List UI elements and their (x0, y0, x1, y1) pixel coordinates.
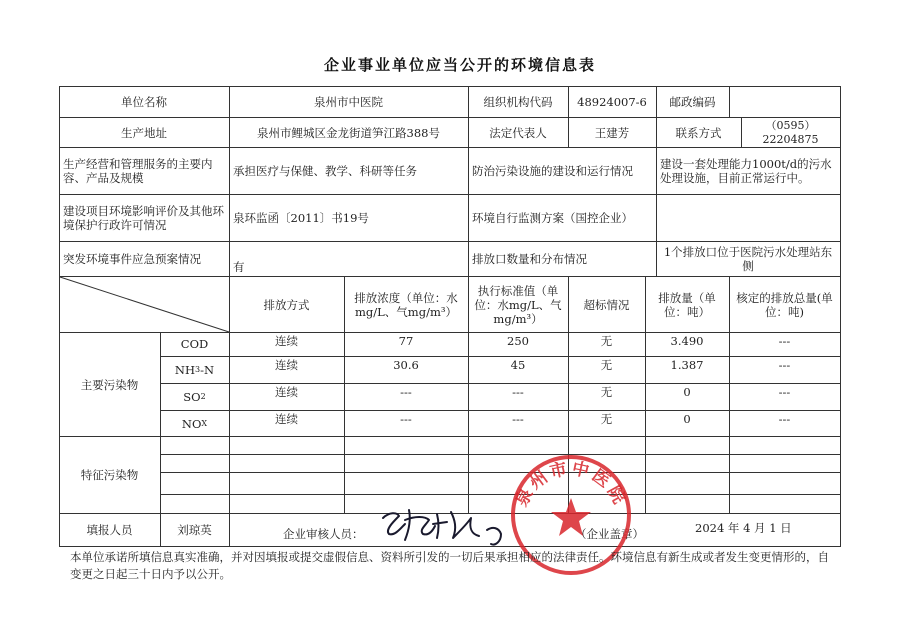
table-row-cod-approved: --- (778, 334, 791, 348)
special-pollutants-label: 特征污染物 (80, 468, 139, 482)
header-concentration (344, 277, 468, 332)
header-standard (468, 277, 568, 332)
org-code-label: 组织机构代码 (483, 95, 553, 109)
form-title: 企业事业单位应当公开的环境信息表 (323, 56, 596, 74)
table-row-nh3n-exceed: 无 (600, 358, 613, 372)
pollutant-name-so2: SO 2 (183, 390, 206, 404)
table-row-nh3n-amount: 1.387 (670, 358, 704, 372)
emergency-plan-value: 有 (233, 260, 245, 274)
postcode-value (729, 87, 840, 117)
table-row-nox-method: 连续 (275, 412, 298, 426)
table-row-cod-concentration: 77 (398, 334, 414, 348)
header-concentration-text: 排放浓度（单位：水mg/L、气mg/m³） (354, 290, 458, 319)
pollutant-name-cod: COD (180, 337, 209, 351)
business-scope-value: 承担医疗与保健、教学、科研等任务 (233, 164, 417, 178)
seal-text: 泉州市中医院 (511, 458, 631, 510)
header-standard-text: 执行标准值（单位：水mg/L、气mg/m³） (474, 283, 562, 326)
business-scope-label: 生产经营和管理服务的主要内容、产品及规模 (63, 157, 213, 185)
table-row-cod-standard: 250 (507, 334, 529, 348)
table-row-so2-standard: --- (512, 385, 524, 399)
seal-label: （企业盖章） (575, 527, 644, 541)
pollutant-name-nox: NO X (181, 416, 208, 431)
org-code-value: 48924007-6 (577, 95, 647, 109)
table-row-nox-exceed: 无 (600, 412, 613, 426)
table-row-nh3n-standard: 45 (510, 358, 526, 372)
legal-rep-value: 王建芳 (594, 125, 630, 140)
table-row-nox-standard: --- (512, 412, 524, 426)
table-row-so2-method: 连续 (275, 385, 298, 399)
header-amount: 排放量（单位：吨） (658, 290, 716, 319)
fill-date: 2024 年 4 月 1 日 (695, 521, 792, 535)
table-row-so2-amount: 0 (683, 385, 691, 399)
contact-value: （0595）22204875 (762, 118, 819, 146)
address-label: 生产地址 (121, 125, 167, 140)
environment-info-table (59, 86, 841, 547)
self-monitoring-value (656, 195, 840, 241)
pollution-facility-label: 防治污染设施的建设和运行情况 (472, 164, 633, 178)
legal-rep-label: 法定代表人 (489, 125, 547, 140)
filler-label: 填报人员 (86, 523, 133, 537)
table-row-nox-amount: 0 (683, 412, 691, 426)
table-row-so2-concentration: --- (400, 385, 412, 399)
main-pollutants-label: 主要污染物 (80, 377, 139, 392)
pollutant-name-nh3n: NH 3 -N (174, 363, 215, 377)
table-row-nh3n-method: 连续 (275, 358, 298, 372)
pollution-facility-value: 建设一套处理能力1000t/d的污水处理设施，目前正常运行中。 (660, 157, 832, 185)
address-value: 泉州市鲤城区金龙街道笋江路388号 (257, 125, 440, 140)
table-row-nox-approved: --- (778, 412, 791, 426)
outlet-distribution-label: 排放口数量和分布情况 (472, 252, 587, 266)
emergency-plan-label: 突发环境事件应急预案情况 (63, 252, 201, 266)
eia-permit-label: 建设项目环境影响评价及其他环境保护行政许可情况 (63, 204, 224, 232)
unit-name-label: 单位名称 (121, 95, 167, 109)
postcode-label: 邮政编码 (669, 95, 716, 109)
table-row-nh3n-approved: --- (778, 358, 791, 372)
contact-label: 联系方式 (675, 125, 722, 140)
table-row-so2-exceed: 无 (600, 385, 613, 399)
table-row-so2-approved: --- (778, 385, 791, 399)
header-approved-total: 核定的排放总量(单位：吨) (736, 290, 833, 319)
table-row-nh3n-concentration: 30.6 (393, 358, 419, 372)
footer-statement: 本单位承诺所填信息真实准确，并对因填报或提交虚假信息、资料所引发的一切后果承担相应的法律责任。环境信息有新生成或者发生变更情形的，自变更之日起三十日内予以公开。 (70, 550, 829, 581)
unit-name-value: 泉州市中医院 (314, 95, 383, 109)
reviewer-label: 企业审核人员： (283, 527, 364, 541)
outlet-distribution-value: 1个排放口位于医院污水处理站东侧 (663, 245, 833, 273)
table-row-cod-method: 连续 (275, 334, 298, 348)
eia-permit-value: 泉环监函〔2011〕书19号 (233, 211, 369, 225)
table-row-nox-concentration: --- (400, 412, 412, 426)
table-row-cod-amount: 3.490 (670, 334, 704, 348)
header-emission-method: 排放方式 (263, 297, 310, 312)
filler-value: 刘琼英 (177, 523, 212, 537)
self-monitoring-label: 环境自行监测方案（国控企业） (472, 211, 633, 225)
table-row-cod-exceed: 无 (600, 334, 613, 348)
header-exceed: 超标情况 (583, 297, 630, 312)
